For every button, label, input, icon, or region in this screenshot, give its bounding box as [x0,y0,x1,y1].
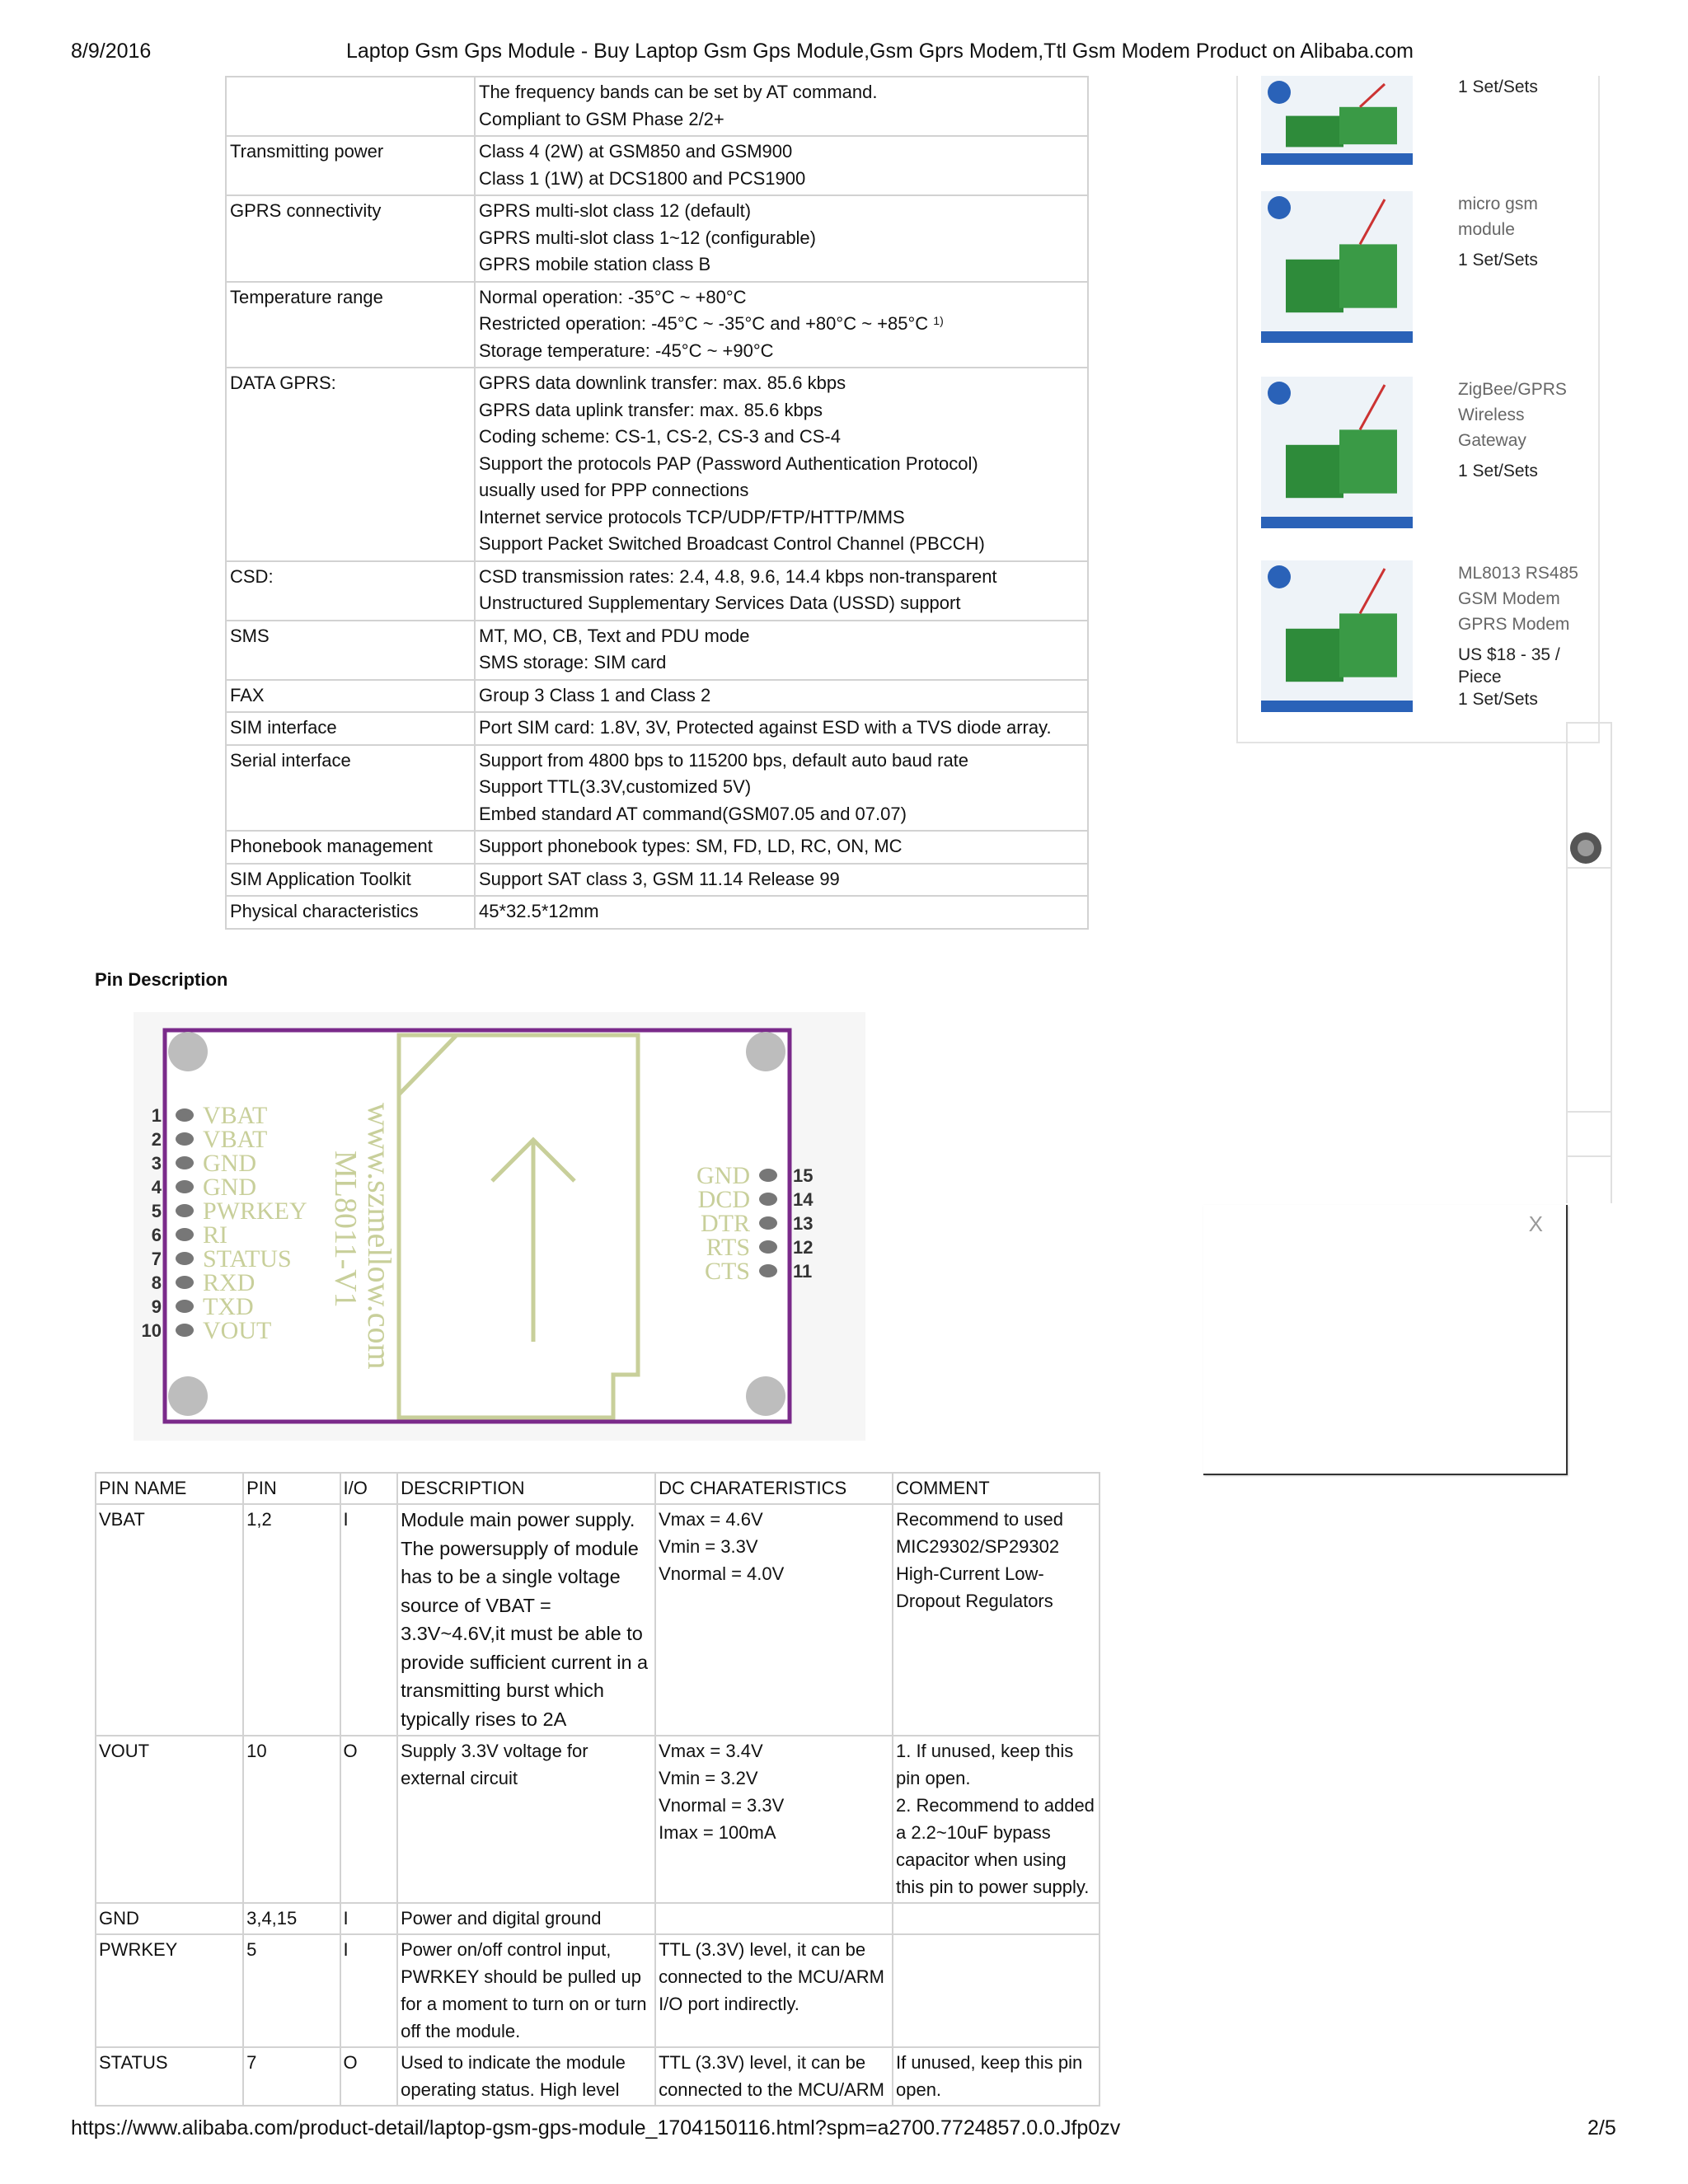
spec-line [479,564,1084,591]
pin-number: 7 [151,1249,162,1269]
pin-number: 15 [793,1165,814,1186]
spec-line [479,866,1084,893]
pin-desc-line: transmitting burst which [401,1680,604,1701]
silkscreen-model: ML8011-V1 [328,1151,363,1308]
pin-pad [759,1240,777,1254]
pin-io-cell: I [340,1934,398,2047]
spec-row [226,136,1088,195]
pin-label: STATUS [203,1245,292,1272]
spec-key: Serial interface [226,745,475,832]
spec-line [479,774,1084,801]
pin-number: 14 [793,1189,814,1210]
spec-line-text: Support Packet Switched Broadcast Control Channel (PBCCH) [479,533,985,554]
spec-line [479,590,1084,617]
spec-line-text: Coding scheme: CS-1, CS-2, CS-3 and CS-4 [479,426,841,447]
spec-value [475,77,1088,136]
spec-line-text: Support phonebook types: SM, FD, LD, RC, ON, MC [479,836,903,856]
mount-hole [168,1032,208,1071]
spec-line [479,225,1084,252]
mount-hole [746,1032,785,1071]
pin-pin-cell: 3,4,15 [243,1903,340,1934]
spec-table [225,76,1089,930]
pin-dc-line: connected to the MCU/ARM [659,2079,884,2100]
popup-panel [1203,1205,1568,1475]
pin-pin-cell: 7 [243,2047,340,2106]
related-products-sidebar [1236,76,1600,743]
pin-desc-line: off the module. [401,2021,521,2041]
spec-line-text: Internet service protocols TCP/UDP/FTP/HTTP/MMS [479,506,905,527]
page-number: 2/5 [1587,2116,1616,2139]
pin-table-header: I/O [340,1473,398,1504]
page-title: Laptop Gsm Gps Module - Buy Laptop Gsm Gps Module,Gsm Gprs Modem,Ttl Gsm Modem Product on Alibaba.com [346,40,1414,63]
spec-line-text: GPRS mobile station class B [479,254,711,274]
spec-key: GPRS connectivity [226,195,475,282]
product-thumbnail[interactable] [1261,76,1413,165]
pin-table-row [96,2047,1100,2106]
pin-table-header: DC CHARATERISTICS [655,1473,893,1504]
pin-dc-cell [655,1934,893,2047]
pin-table-header: COMMENT [893,1473,1100,1504]
panel-edge [1566,867,1612,869]
product-name-line[interactable]: ZigBee/GPRS [1458,380,1567,399]
product-name-line[interactable]: ML8013 RS485 [1458,564,1578,583]
pin-dc-line: TTL (3.3V) level, it can be [659,1939,866,1960]
spec-line-text: Class 4 (2W) at GSM850 and GSM900 [479,141,793,162]
spec-value [475,745,1088,832]
pin-label: GND [203,1174,256,1201]
pin-pad [176,1252,194,1265]
spec-row [226,831,1088,864]
page-url: https://www.alibaba.com/product-detail/laptop-gsm-gps-module_1704150116.html?spm=a2700.7724857.0.0.Jfp0zv [71,2116,1121,2139]
pin-dc-line: Vmax = 4.6V [659,1509,763,1530]
product-info [1458,560,1598,710]
spec-line-text: 45*32.5*12mm [479,901,599,921]
spec-line [479,106,1084,134]
pin-comment-line: High-Current Low- [895,1563,1044,1584]
pin-comment-line: 1. If unused, keep this [895,1741,1074,1761]
product-price: US $18 - 35 / Piece [1458,645,1560,687]
pin-io-cell: I [340,1504,398,1736]
panel-edge [1566,1155,1612,1157]
pin-label: VBAT [203,1126,268,1153]
print-header [0,40,1688,73]
pin-io-cell: I [340,1903,398,1934]
pin-pin-cell: 1,2 [243,1504,340,1736]
spec-line [479,451,1084,478]
pin-diagram [134,1012,865,1441]
panel-edge [1566,722,1568,1203]
spec-row [226,368,1088,561]
pin-dc-line: I/O port indirectly. [659,1994,799,2014]
spec-line-text: Support the protocols PAP (Password Authentication Protocol) [479,452,978,474]
pin-table-header: PIN [243,1473,340,1504]
spec-line-text: Class 1 (1W) at DCS1800 and PCS1900 [479,167,806,189]
spec-key: Transmitting power [226,136,475,195]
spec-line-text: Support from 4800 bps to 115200 bps, default auto baud rate [479,749,969,771]
pin-name-cell: STATUS [96,2047,243,2106]
pin-description-heading: Pin Description [95,969,228,990]
pin-label: VBAT [203,1102,268,1129]
spec-row [226,561,1088,621]
spec-key: Physical characteristics [226,896,475,929]
mount-hole [168,1376,208,1416]
pin-table-row [96,1504,1100,1736]
product-name-line[interactable]: GSM Modem [1458,589,1560,608]
pin-dc-line: Vmin = 3.2V [659,1768,758,1788]
pin-dc-cell [655,1504,893,1736]
spec-line [479,79,1084,106]
spec-key: FAX [226,680,475,713]
pin-pad [176,1132,194,1146]
spec-line [479,198,1084,225]
pin-comment-line: Recommend to used [895,1509,1063,1530]
spec-line [479,531,1084,558]
pin-table-header: PIN NAME [96,1473,243,1504]
pin-diagram-svg [134,1012,865,1441]
spec-value [475,282,1088,368]
pin-number: 13 [793,1213,814,1234]
pin-number: 2 [151,1129,162,1150]
pin-desc-cell [397,1736,655,1903]
pin-comment-cell [893,1903,1100,1934]
product-name-line[interactable]: module [1458,220,1515,239]
spec-row [226,77,1088,136]
mount-hole [746,1376,785,1416]
pin-comment-line: pin open. [895,1768,971,1788]
pin-table [95,1472,1100,2107]
spec-line [479,311,1084,338]
spec-line-text: Restricted operation: -45°C ~ -35°C and +80°C ~ +85°C [479,313,929,334]
spec-value [475,680,1088,713]
spec-line-text: Support SAT class 3, GSM 11.14 Release 99 [479,868,840,889]
spec-line-text: Port SIM card: 1.8V, 3V, Protected against ESD with a TVS diode array. [479,717,1052,738]
pin-label: CTS [704,1258,750,1285]
pin-label: DTR [701,1210,750,1237]
pin-desc-cell [397,1934,655,2047]
pin-pad [176,1204,194,1217]
spec-row [226,896,1088,929]
panel-edge [1566,722,1612,724]
pin-desc-line: source of VBAT = [401,1594,551,1616]
spec-line [479,801,1084,828]
spec-line-text: GPRS data uplink transfer: max. 85.6 kbps [479,399,823,420]
spec-line [479,138,1084,166]
spec-line-text: Embed standard AT command(GSM07.05 and 07.07) [479,803,907,824]
spec-row [226,195,1088,282]
pin-comment-cell [893,1934,1100,2047]
pin-dc-line: Vnormal = 3.3V [659,1795,785,1816]
spec-line [479,251,1084,279]
pin-dc-cell [655,2047,893,2106]
spec-line [479,477,1084,504]
spec-value [475,831,1088,864]
pin-pad [759,1264,777,1277]
spec-line [479,623,1084,650]
pin-pad [176,1108,194,1122]
pin-desc-line: for a moment to turn on or turn [401,1994,647,2014]
pin-name-cell: VOUT [96,1736,243,1903]
pin-dc-cell [655,1903,893,1934]
spec-line-text: Group 3 Class 1 and Class 2 [479,684,711,705]
spec-key: Phonebook management [226,831,475,864]
spec-row [226,745,1088,832]
spec-line [479,284,1084,312]
pin-label: TXD [203,1293,254,1320]
pin-number: 9 [151,1296,162,1317]
pin-desc-line: The powersupply of module [401,1537,639,1559]
product-info [1458,377,1598,482]
pin-number: 10 [141,1320,162,1341]
spec-value [475,896,1088,929]
pin-label: PWRKEY [203,1197,307,1225]
pin-dc-line: Vmin = 3.3V [659,1536,758,1557]
product-moq: 1 Set/Sets [1458,251,1538,269]
pin-number: 12 [793,1237,814,1258]
spec-line [479,397,1084,424]
pin-table-header: DESCRIPTION [397,1473,655,1504]
spec-line [479,370,1084,397]
spec-line [479,748,1084,775]
silkscreen-website: www.szmellow.com [361,1103,398,1370]
spec-line [479,166,1084,193]
pin-dc-line: Imax = 100mA [659,1822,776,1843]
footnote-marker: 1) [933,314,944,327]
pin-label: GND [203,1150,256,1177]
print-date: 8/9/2016 [71,40,152,63]
spec-line-text: Normal operation: -35°C ~ +80°C [479,286,747,307]
pin-pad [176,1156,194,1169]
pin-number: 5 [151,1201,162,1221]
pin-io-cell: O [340,1736,398,1903]
spec-line [479,898,1084,926]
panel-edge [1611,722,1612,1203]
spec-line-text: Storage temperature: -45°C ~ +90°C [479,340,774,361]
spec-key: CSD: [226,561,475,621]
pin-desc-cell [397,2047,655,2106]
product-name-line[interactable]: Wireless [1458,405,1525,424]
chat-icon[interactable] [1570,832,1601,864]
panel-edge [1566,1111,1612,1113]
spec-line-text: CSD transmission rates: 2.4, 4.8, 9.6, 14.4 kbps non-transparent [479,565,997,587]
pin-name-cell: GND [96,1903,243,1934]
spec-line [479,338,1084,365]
spec-value [475,368,1088,561]
pin-comment-cell [893,2047,1100,2106]
spec-key: SIM interface [226,712,475,745]
pin-name-cell: VBAT [96,1504,243,1736]
pin-dc-line: TTL (3.3V) level, it can be [659,2052,866,2073]
pin-name-cell: PWRKEY [96,1934,243,2047]
pin-desc-line: typically rises to 2A [401,1708,567,1730]
pin-desc-cell [397,1903,655,1934]
pin-dc-cell [655,1736,893,1903]
spec-key [226,77,475,136]
pin-number: 6 [151,1225,162,1245]
spec-value [475,136,1088,195]
product-info [1458,76,1598,98]
pin-number: 1 [151,1105,162,1126]
spec-row [226,712,1088,745]
pin-comment-line: open. [895,2079,942,2100]
close-icon[interactable]: X [1528,1212,1543,1236]
pin-pad [759,1216,777,1230]
pin-number: 4 [151,1177,162,1197]
spec-key: DATA GPRS: [226,368,475,561]
spec-line [479,682,1084,710]
product-name-line[interactable]: GPRS Modem [1458,615,1570,634]
product-thumbnail[interactable] [1261,191,1413,343]
product-info [1458,191,1598,271]
pin-comment-line: a 2.2~10uF bypass [895,1822,1051,1843]
pin-desc-line: Supply 3.3V voltage for [401,1741,588,1761]
pcb-outline [165,1030,790,1422]
pin-desc-cell [397,1504,655,1736]
spec-line-text: The frequency bands can be set by AT command. [479,82,878,102]
pin-pad [759,1169,777,1182]
product-moq: 1 Set/Sets [1458,77,1538,96]
pin-desc-line: Used to indicate the module [401,2052,626,2073]
spec-line [479,649,1084,677]
pin-desc-line: Power and digital ground [401,1908,602,1929]
pin-number: 8 [151,1272,162,1293]
product-thumbnail[interactable] [1261,560,1413,712]
pin-pin-cell: 5 [243,1934,340,2047]
pin-desc-line: provide sufficient current in a [401,1651,649,1673]
pin-desc-line: PWRKEY should be pulled up [401,1966,642,1987]
spec-line-text: GPRS multi-slot class 1~12 (configurable) [479,227,816,248]
pin-comment-line: MIC29302/SP29302 [895,1536,1060,1557]
pin-comment-line: Dropout Regulators [895,1591,1053,1611]
pin-comment-cell [893,1736,1100,1903]
spec-value [475,864,1088,897]
pin-table-row [96,1736,1100,1903]
spec-key: SMS [226,621,475,680]
pin-label: RI [203,1221,227,1249]
pin-pad [176,1300,194,1313]
spec-line-text: GPRS data downlink transfer: max. 85.6 kbps [479,373,846,393]
spec-line-text: Unstructured Supplementary Services Data (USSD) support [479,593,961,613]
spec-key: SIM Application Toolkit [226,864,475,897]
spec-value [475,561,1088,621]
pin-desc-line: external circuit [401,1768,518,1788]
pin-label: DCD [697,1186,750,1213]
pin-pad [176,1180,194,1193]
pin-table-row [96,1903,1100,1934]
pin-label: GND [696,1162,750,1189]
spec-row [226,282,1088,368]
product-moq: 1 Set/Sets [1458,690,1538,709]
pin-label: RXD [203,1269,256,1296]
spec-line [479,715,1084,742]
pin-desc-line: Module main power supply. [401,1509,635,1530]
spec-line [479,424,1084,451]
pin-table-row [96,1934,1100,2047]
pin-io-cell: O [340,2047,398,2106]
pin-pad [759,1193,777,1206]
spec-line-text: SMS storage: SIM card [479,652,667,673]
spec-line-text: GPRS multi-slot class 12 (default) [479,200,752,221]
spec-row [226,864,1088,897]
spec-line-text: usually used for PPP connections [479,480,749,500]
pin-comment-line: If unused, keep this pin [895,2052,1083,2073]
pin-comment-line: 2. Recommend to added [895,1795,1095,1816]
pin-pad [176,1228,194,1241]
spec-row [226,680,1088,713]
spec-line-text: MT, MO, CB, Text and PDU mode [479,625,750,646]
pin-pad [176,1276,194,1289]
spec-key: Temperature range [226,282,475,368]
spec-value [475,621,1088,680]
pin-label: RTS [706,1234,750,1261]
product-thumbnail[interactable] [1261,377,1413,528]
spec-value [475,712,1088,745]
pin-comment-cell [893,1504,1100,1736]
spec-row [226,621,1088,680]
spec-line [479,504,1084,532]
pin-number: 3 [151,1153,162,1174]
pin-desc-line: 3.3V~4.6V,it must be able to [401,1623,643,1644]
product-name-line[interactable]: Gateway [1458,431,1526,450]
pin-desc-line: operating status. High level [401,2079,620,2100]
pin-comment-line: capacitor when using [895,1849,1067,1870]
pin-number: 11 [793,1261,813,1282]
spec-value [475,195,1088,282]
spec-line [479,833,1084,860]
pin-dc-line: Vmax = 3.4V [659,1741,763,1761]
spec-line-text: Support TTL(3.3V,customized 5V) [479,776,752,797]
pin-desc-line: Power on/off control input, [401,1939,612,1960]
spec-line-text: Compliant to GSM Phase 2/2+ [479,108,724,129]
pin-dc-line: Vnormal = 4.0V [659,1563,785,1584]
pin-pad [176,1324,194,1337]
pin-desc-line: has to be a single voltage [401,1566,621,1587]
pin-dc-line: connected to the MCU/ARM [659,1966,884,1987]
pin-pin-cell: 10 [243,1736,340,1903]
product-moq: 1 Set/Sets [1458,462,1538,480]
pin-label: VOUT [203,1317,272,1344]
product-name-line[interactable]: micro gsm [1458,194,1538,213]
pin-comment-line: this pin to power supply. [895,1877,1090,1897]
